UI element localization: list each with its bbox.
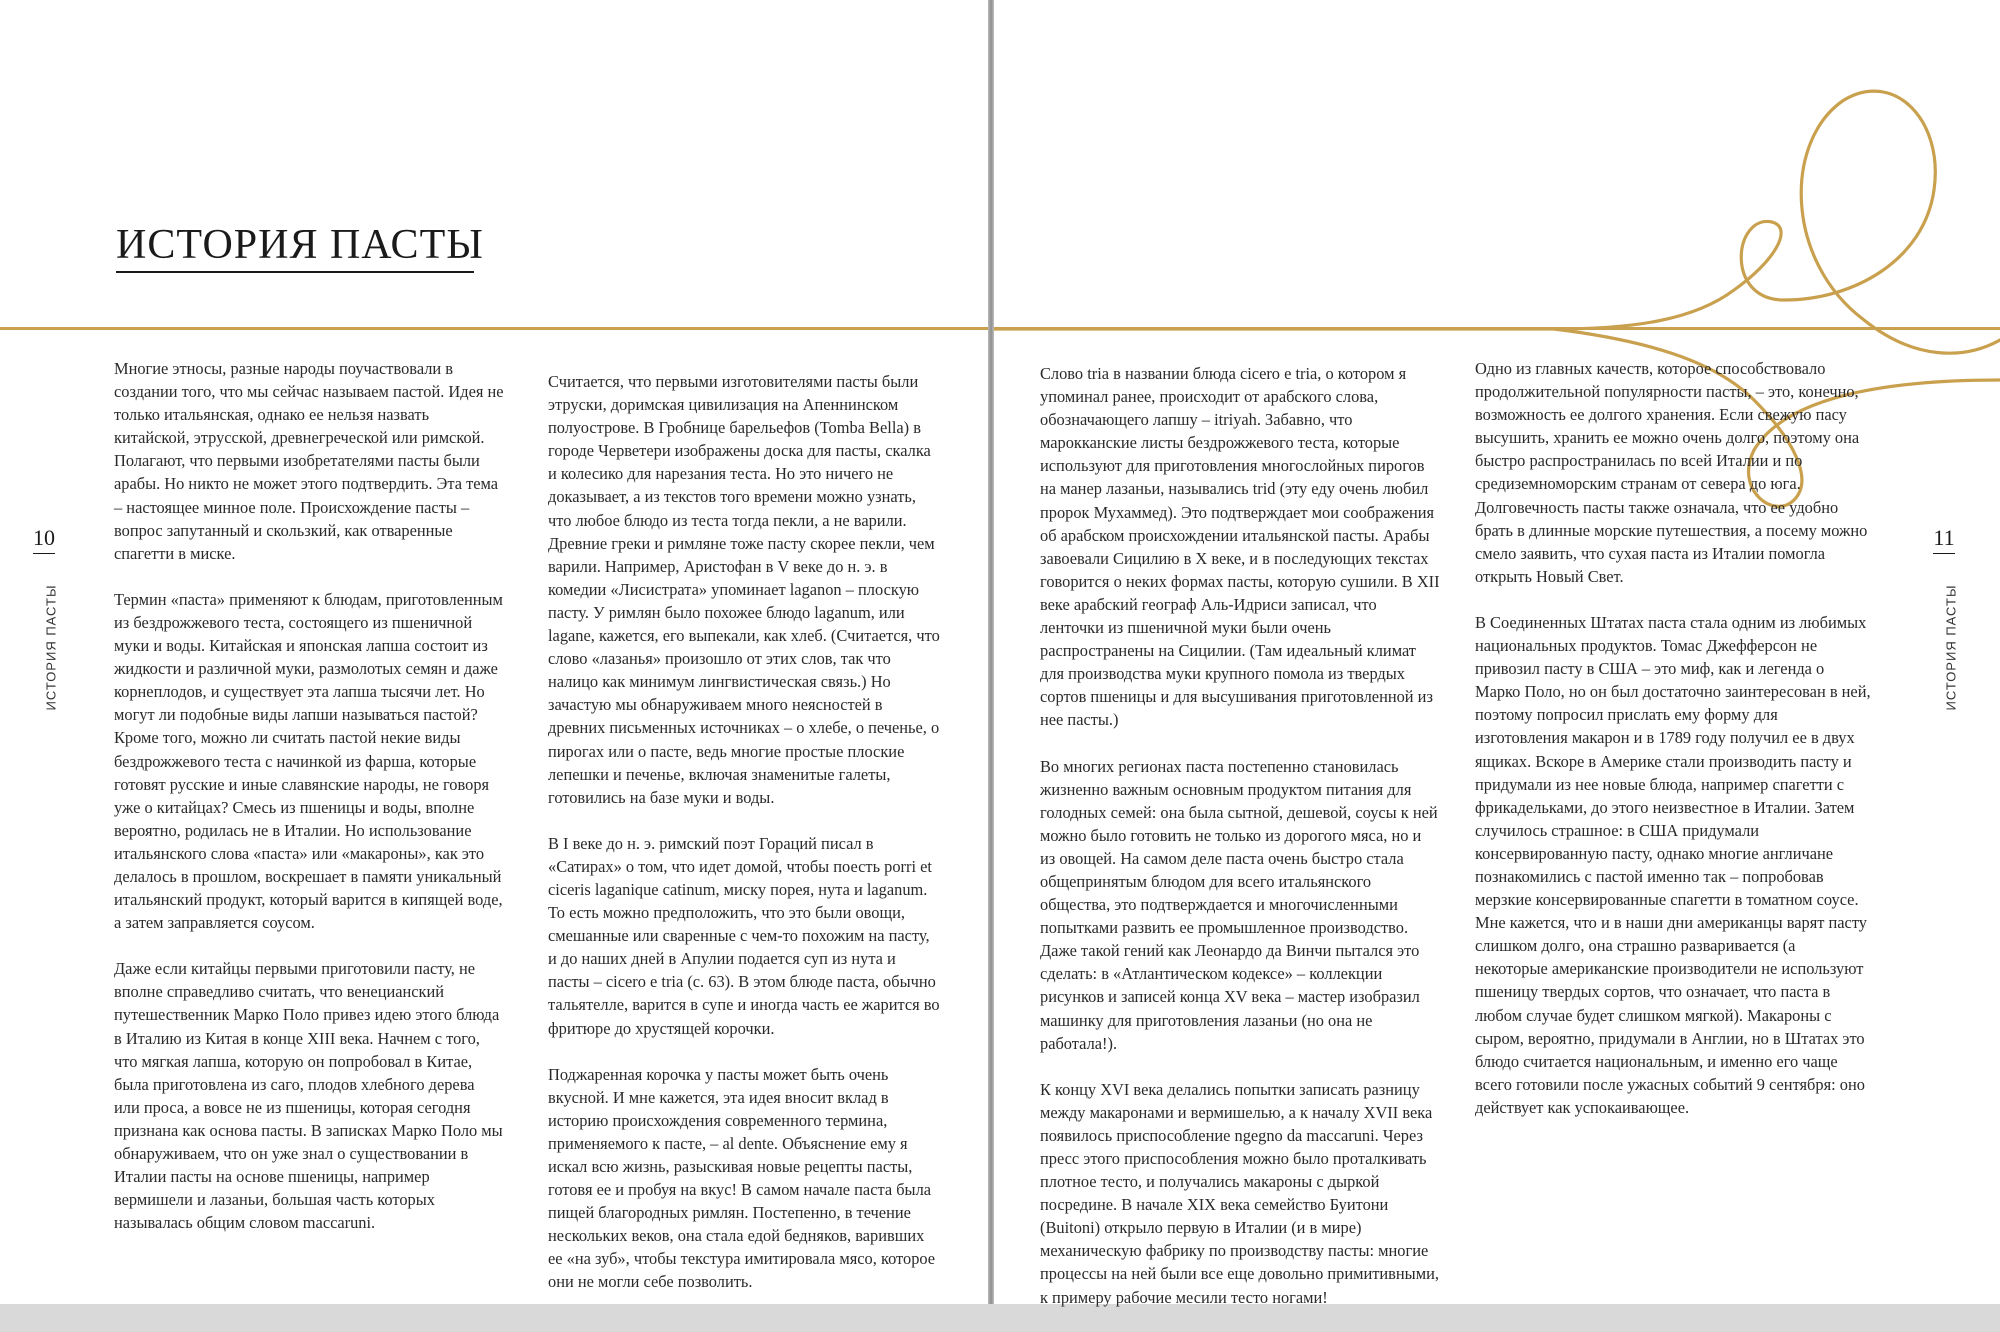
- paragraph: В I веке до н. э. римский поэт Гораций писал в «Сатирах» о том, что идет домой, чтобы поесть porri et ciceris laganique catinum, миску порея, нута и laganum. То есть можно предположить, что это были овощи, смешанные или сваренные с чем-то похожим на пасту, и до наших дней в Апулии подается суп из нута и пасты – cicero e tria (с. 63). В этом блюде паста, обычно тальятелле, варится в супе и иногда часть ее жарится во фритюре до хрустящей корочки.: [548, 833, 940, 1038]
- chapter-title: ИСТОРИЯ ПАСТЫ: [116, 222, 484, 268]
- text-column-3: [1040, 362, 1440, 1332]
- page-number-right: 11: [1933, 525, 1955, 550]
- paragraph: К концу XVI века делались попытки записать разницу между макаронами и вермишелью, а к началу XVII века появилось приспособление ngegno da maccaruni. Через пресс этого приспособления можно было проталкивать плотное тесто, и получались макароны с дыркой посредине. В начале XIX века семейство Буитони (Buitoni) открыло первую в Италии (и в мире) механическую фабрику по производству пасты: многие процессы на ней были все еще довольно примитивными, к примеру рабочие месили тесто ногами!: [1040, 1079, 1439, 1307]
- book-spine: [988, 0, 994, 1304]
- text-column-1: [114, 357, 504, 1257]
- page-number-rule-left: [33, 553, 55, 554]
- running-head-left: ИСТОРИЯ ПАСТЫ: [43, 584, 59, 711]
- paragraph: Даже если китайцы первыми приготовили пасту, не вполне справедливо считать, что венецианский путешественник Марко Поло привез идею этого блюда в Италию из Китая в конце XIII века. Начнем с того, что мягкая лапша, которую он попробовал в Китае, была приготовлена из саго, плодов хлебного дерева или проса, а вовсе не из пшеницы, которая сегодня признана как основа пасты. В записках Марко Поло мы обнаруживаем, что он уже знал о существовании в Италии пасты на основе пшеницы, например вермишели и лазаньи, большая часть которых называлась общим словом maccaruni.: [114, 959, 503, 1233]
- paragraph: Многие этносы, разные народы поучаствовали в создании того, что мы сейчас называем пастой. Идея не только итальянская, однако ее нельзя назвать китайской, этрусской, древнегреческой или римской. Полагают, что первыми изобретателями пасты были арабы. Но никто не может этого подтвердить. Эта тема – настоящее минное поле. Происхождение пасты – вопрос запутанный и скользкий, как отваренные спагетти в миске.: [114, 359, 504, 563]
- page-number-rule-right: [1933, 553, 1955, 554]
- paragraph: Одно из главных качеств, которое способствовало продолжительной популярности пасты, – это, конечно, возможность ее долгого хранения. Если свежую пасу высушить, хранить ее можно очень долго, поэтому она быстро распространилась по всей Италии и по средиземноморским странам от севера до юга. Долговечность пасты также означала, что ее удобно брать в длинные морские путешествия, а посему можно смело заявить, что сухая паста из Италии помогла открыть Новый Свет.: [1475, 359, 1868, 586]
- running-head-right: ИСТОРИЯ ПАСТЫ: [1943, 584, 1959, 711]
- gold-rule-right: [994, 327, 2000, 330]
- gold-rule-left: [0, 327, 988, 330]
- paragraph: Поджаренная корочка у пасты может быть очень вкусной. И мне кажется, эта идея вносит вклад в историю происхождения современного термина, применяемого к пасте, – al dente. Объяснение ему я искал всю жизнь, разыскивая новые рецепты пасты, готовя ее и пробуя на вкус! В самом начале паста была пищей благородных римлян. Постепенно, в течение нескольких веков, она стала едой бедняков, варивших ее «на зуб», чтобы текстура имитировала мясо, которое они не могли себе позволить.: [548, 1064, 936, 1292]
- paragraph: Слово tria в названии блюда cicero e tria, о котором я упоминал ранее, происходит от арабского слова, обозначающего лапшу – itriyah. Забавно, что марокканские листы бездрожжевого теста, которые используют для приготовления многослойных пирогов на манер лазаньи, назывались trid (эту еду очень любил пророк Мухаммед). Это подтверждает мои соображения об арабском происхождении итальянской пасты. Арабы завоевали Сицилию в X веке, и в последующих текстах говорится о неких формах пасты, которую сушили. В XII веке арабский географ Аль-Идриси записал, что ленточки из пшеничной муки были очень распространены на Сицилии. (Там идеальный климат для производства муки крупного помола из твердых сортов пшеницы и для высушивания приготовленной из нее пасты.): [1040, 364, 1440, 730]
- text-column-4: [1475, 357, 1871, 1142]
- page-number-left: 10: [33, 525, 55, 550]
- text-column-2: [548, 370, 940, 1317]
- paragraph: Считается, что первыми изготовителями пасты были этруски, доримская цивилизация на Апеннинском полуострове. В Гробнице барельефов (Tomba Bella) в городе Черветери изображены доска для пасты, скалка и колесико для нарезания теста. Но это ничего не доказывает, а из текстов того времени можно узнать, что любое блюдо из теста тогда пекли, а не варили. Древние греки и римляне тоже пасту скорее пекли, чем варили. Например, Аристофан в V веке до н. э. в комедии «Лисистрата» упоминает laganon – плоскую пасту. У римлян было похожее блюдо laganum, или lagane, кажется, его выпекали, как хлеб. (Считается, что слово «лазанья» произошло от этих слов, так что налицо как минимум лингвистическая связь.) Но зачастую мы обнаруживаем много неясностей в древних письменных источниках – о хлебе, о печенье, о пирогах или о пасте, ведь многие простые плоские лепешки и печенье, включая знаменитые галеты, готовились на базе муки и воды.: [548, 372, 940, 807]
- paragraph: В Соединенных Штатах паста стала одним из любимых национальных продуктов. Томас Джефферсон не привозил пасту в США – это миф, как и легенда о Марко Поло, но он был достаточно заинтересован в ней, поэтому попросил прислать ему форму для изготовления макарон и в 1789 году получил ее в двух ящиках. Вскоре в Америке стали производить пасту и придумали из нее новые блюда, например спагетти с фрикадельками, до этого неизвестное в Италии. Затем случилось страшное: в США придумали консервированную пасту, однако многие англичане познакомились с пастой именно так – попробовав мерзкие консервированные спагетти в томатном соусе. Мне кажется, что и в наши дни американцы варят пасту слишком долго, она страшно разваривается (а некоторые американские производители не используют пшеницу твердых сортов, что означает, что паста в любом случае будет слишком мягкой). Макароны с сыром, вероятно, придумали в Англии, но в Штатах это блюдо считается национальным, и именно его чаще всего готовили после ужасных событий 9 сентября: оно действует как успокаивающее.: [1475, 612, 1871, 1117]
- paragraph: Во многих регионах паста постепенно становилась жизненно важным основным продуктом питания для голодных семей: она была сытной, дешевой, соусы к ней можно было готовить не только из дорогого мяса, но и из овощей. На самом деле паста очень быстро стала общепринятым блюдом для всего итальянского общества, это подтверждается и многочисленными попытками развить ее промышленное производство. Даже такой гений как Леонардо да Винчи пытался это сделать: в «Атлантическом кодексе» – коллекции рисунков и записей конца XV века – мастер изобразил машинку для приготовления лазаньи (но она не работала!).: [1040, 756, 1438, 1053]
- title-underline: [116, 271, 474, 273]
- paragraph: Термин «паста» применяют к блюдам, приготовленным из бездрожжевого теста, состоящего из пшеничной муки и воды. Китайская и японская лапша состоит из жидкости и различной муки, размолотых семян и даже корнеплодов, и существует эта лапша тысячи лет. Но могут ли подобные виды лапши называться пастой? Кроме того, можно ли считать пастой некие виды бездрожжевого теста с начинкой из фарша, которые готовят русские и иные славянские народы, не говоря уже о китайцах? Смесь из пшеницы и воды, вполне вероятно, родилась не в Италии. Но использование итальянского слова «паста» или «макароны», как это делалось в прошлом, воскрешает в памяти уникальный итальянский продукт, который варится в кипящей воде, а затем заправляется соусом.: [114, 589, 503, 933]
